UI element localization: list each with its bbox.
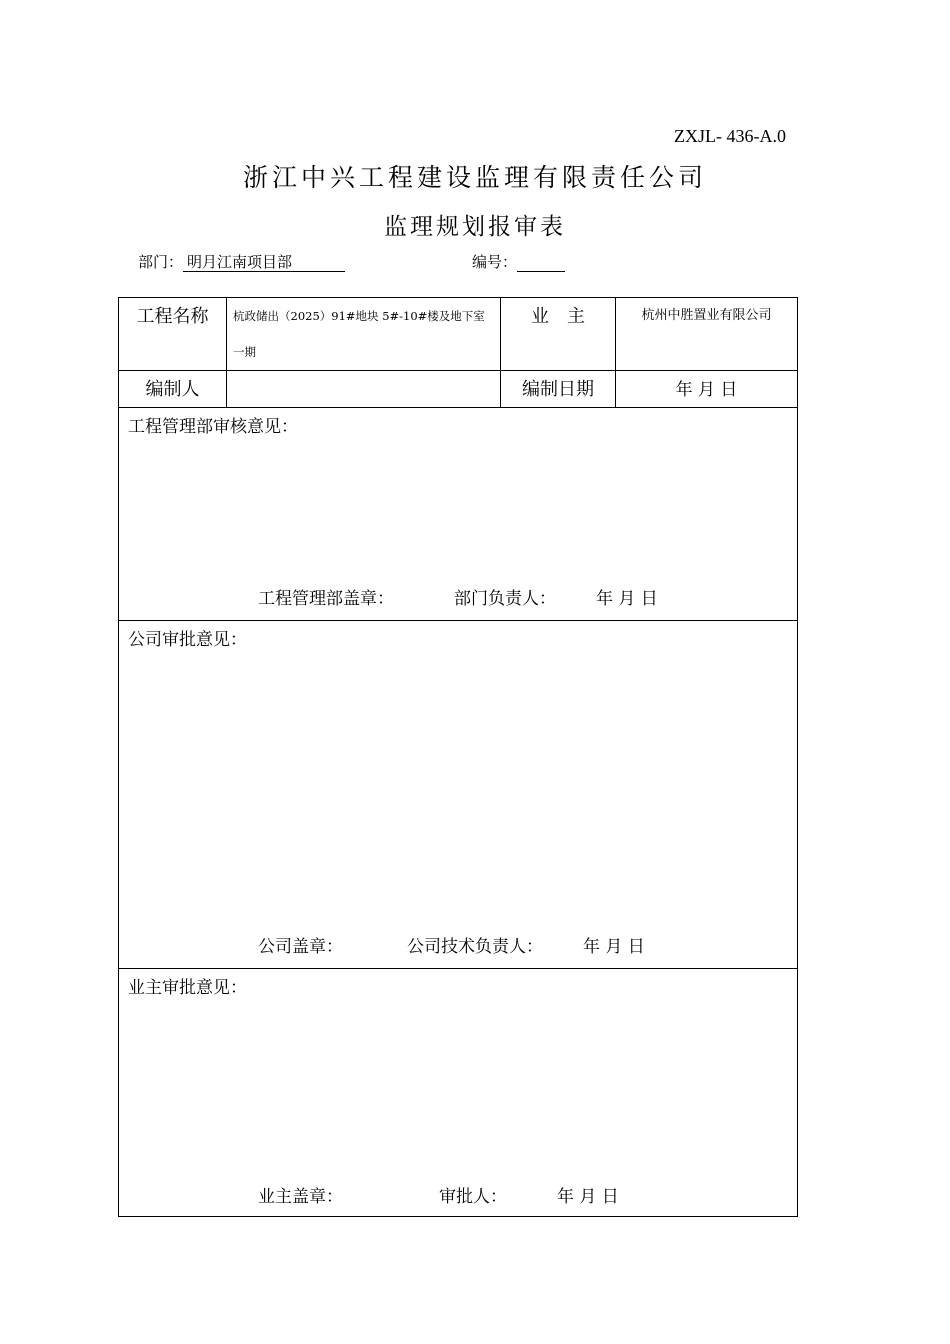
- engineering-review-section[interactable]: [119, 408, 798, 621]
- compile-date-label: 编制日期: [501, 371, 616, 408]
- approval-form-table: [118, 297, 798, 1217]
- date-label: 年 月 日: [596, 589, 658, 609]
- compile-date-value[interactable]: 年 月 日: [616, 371, 798, 408]
- owner-value[interactable]: 杭州中胜置业有限公司: [616, 298, 798, 371]
- author-label: 编制人: [119, 371, 227, 408]
- document-code: ZXJL- 436-A.0: [674, 126, 786, 146]
- number-label: 编号：: [472, 253, 518, 271]
- project-name-value[interactable]: 杭政储出（2025）91#地块 5#-10#楼及地下室一期: [227, 298, 501, 371]
- date-label: 年 月 日: [557, 1187, 619, 1207]
- author-value[interactable]: [227, 371, 501, 408]
- date-label: 年 月 日: [583, 937, 645, 957]
- section-title: 公司审批意见：: [128, 630, 247, 650]
- form-title: 监理规划报审表: [384, 214, 566, 240]
- section-signature-line: [258, 584, 658, 609]
- department-line: [138, 251, 345, 272]
- company-approval-section[interactable]: [119, 621, 798, 969]
- section-signature-line: [258, 932, 645, 957]
- owner-approval-section[interactable]: [119, 969, 798, 1217]
- signer-label: 公司技术负责人：: [407, 937, 543, 957]
- number-value[interactable]: [517, 254, 565, 272]
- owner-label: 业 主: [501, 298, 616, 371]
- department-label: 部门：: [138, 253, 184, 271]
- signer-label: 审批人：: [439, 1187, 507, 1207]
- section-title: 工程管理部审核意见：: [128, 417, 298, 437]
- section-title: 业主审批意见：: [128, 978, 247, 998]
- company-name: 浙江中兴工程建设监理有限责任公司: [242, 163, 707, 192]
- seal-label: 工程管理部盖章：: [258, 589, 394, 609]
- number-line: [472, 251, 565, 272]
- signer-label: 部门负责人：: [454, 589, 556, 609]
- project-name-label: 工程名称: [119, 298, 227, 371]
- section-signature-line: [258, 1182, 619, 1207]
- department-value[interactable]: 明月江南项目部: [183, 254, 345, 272]
- seal-label: 业主盖章：: [258, 1187, 343, 1207]
- seal-label: 公司盖章：: [258, 937, 343, 957]
